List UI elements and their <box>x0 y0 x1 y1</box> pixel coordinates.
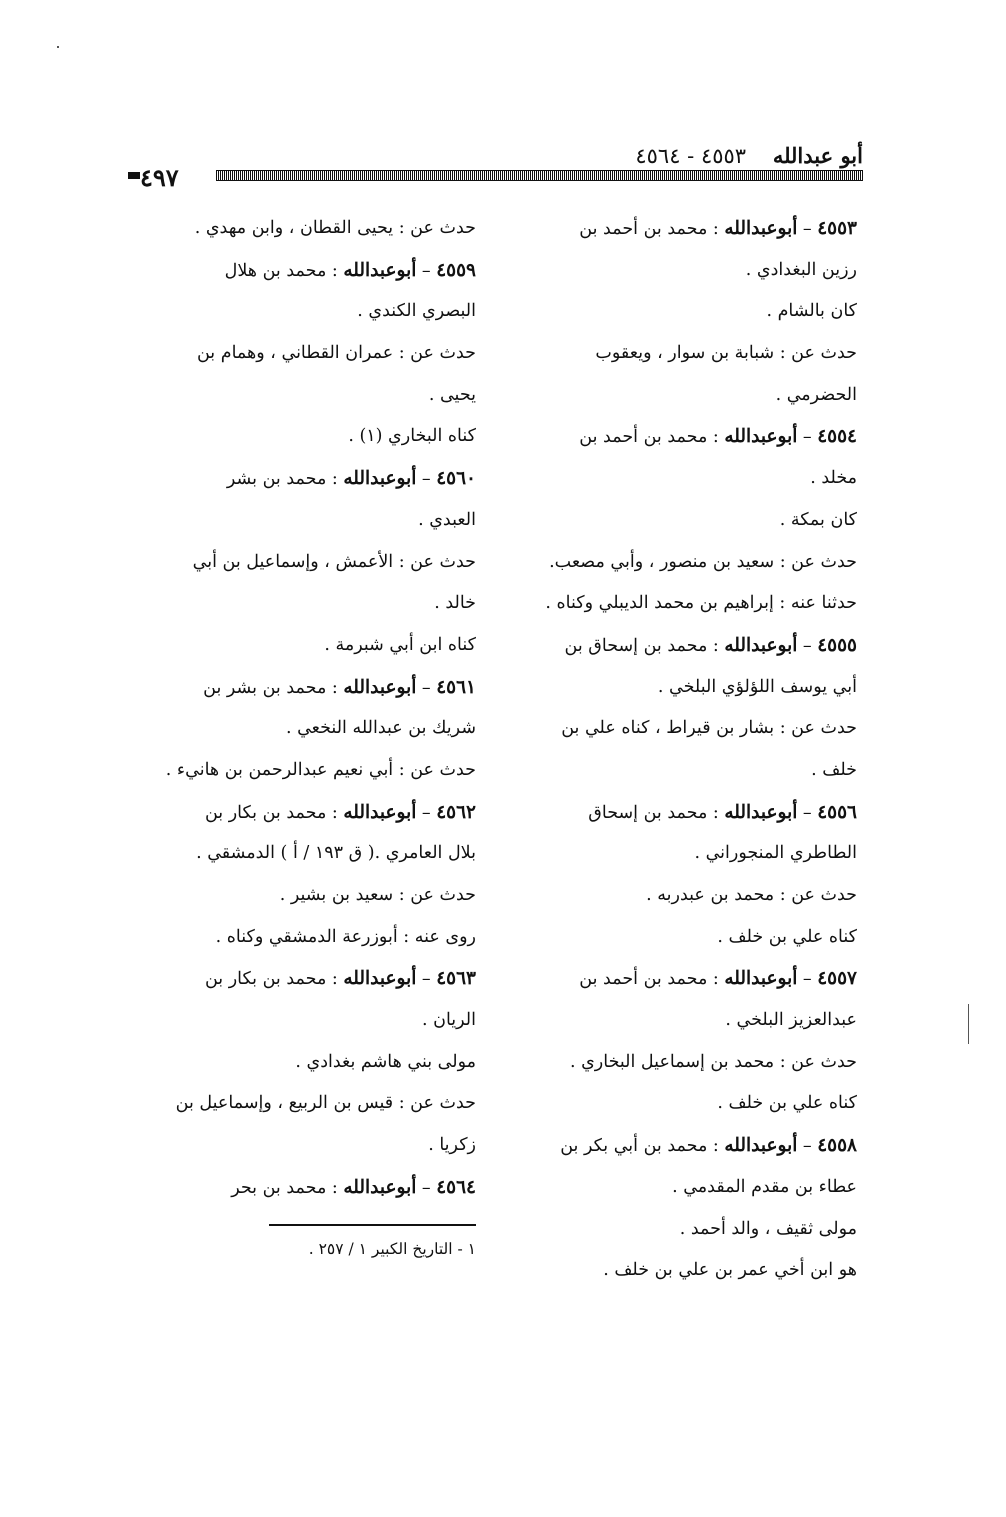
header-rule <box>216 170 863 181</box>
entry-kunya: أبوعبدالله <box>343 968 417 990</box>
entry-kunya: أبوعبدالله <box>343 1176 417 1198</box>
entry-heading-line: ٤٥٥٣ – أبوعبدالله : محمد بن أحمد بن <box>579 218 857 239</box>
text-line: حدث عن : عمران القطاني ، وهمام بن <box>196 343 476 364</box>
text-line: حدث عن : الأعمش ، وإسماعيل بن أبي <box>192 551 476 572</box>
text-line: مولى ثقيف ، والد أحمد . <box>679 1218 857 1239</box>
entry-number: ٤٥٦٢ <box>436 801 476 823</box>
text-line: رزين البغدادي . <box>745 259 857 280</box>
text-line: كناه البخاري (١) . <box>348 426 476 447</box>
entry-number: ٤٥٦٠ <box>436 468 476 490</box>
text-line: الطاطري المنجوراني . <box>694 843 857 864</box>
header-title <box>635 143 863 168</box>
text-line: زكريا . <box>428 1135 476 1156</box>
entry-name-text: محمد بن إسحاق بن <box>564 635 708 656</box>
entry-name-text: محمد بن هلال <box>224 260 327 281</box>
text-line: الحضرمي . <box>775 384 857 405</box>
entry-kunya: أبوعبدالله <box>724 426 798 448</box>
entry-kunya: أبوعبدالله <box>724 634 798 656</box>
page-number: ٤٩٧ <box>140 163 179 192</box>
text-line: البصري الكندي . <box>357 301 476 322</box>
entry-name-text: محمد بن بشر بن <box>203 677 327 698</box>
entry-heading-line: ٤٥٥٦ – أبوعبدالله : محمد بن إسحاق <box>588 801 857 823</box>
text-line: حدث عن : سعيد بن بشير . <box>279 885 476 905</box>
entry-name-text: محمد بن إسحاق <box>588 802 708 823</box>
text-line: عطاء بن مقدم المقدمي . <box>672 1176 857 1197</box>
entry-number: ٤٥٥٣ <box>817 218 857 239</box>
text-line: يحيى . <box>428 384 476 405</box>
text-line: مولى بني هاشم بغدادي . <box>295 1051 476 1072</box>
page-number-rule <box>128 172 140 179</box>
text-line: خالد . <box>434 593 476 614</box>
header-entry-range: ٤٥٥٣ - ٤٥٦٤ <box>635 144 747 168</box>
text-line: كناه علي بن خلف . <box>717 1093 857 1114</box>
scan-speck <box>57 46 59 48</box>
entry-name-text: محمد بن أحمد بن <box>579 219 708 239</box>
entry-heading-line: ٤٥٦٢ – أبوعبدالله : محمد بن بكار بن <box>204 801 476 823</box>
entry-name-text: محمد بن بشر <box>226 469 327 490</box>
text-line: الريان . <box>421 1010 476 1031</box>
text-line: حدث عن : قيس بن الربيع ، وإسماعيل بن <box>175 1093 476 1114</box>
entry-name-text: محمد بن بحر <box>231 1177 327 1198</box>
entry-number: ٤٥٥٥ <box>817 634 857 656</box>
entry-heading-line: ٤٥٥٧ – أبوعبدالله : محمد بن أحمد بن <box>579 968 857 990</box>
entry-kunya: أبوعبدالله <box>343 468 417 490</box>
entry-number: ٤٥٦٤ <box>436 1176 476 1198</box>
entry-heading-line: ٤٥٦٠ – أبوعبدالله : محمد بن بشر <box>226 468 476 490</box>
entry-heading-line: ٤٥٥٥ – أبوعبدالله : محمد بن إسحاق بن <box>564 634 857 656</box>
entry-kunya: أبوعبدالله <box>343 801 417 823</box>
text-line: أبي يوسف اللؤلؤي البلخي . <box>657 676 857 697</box>
entry-name-text: محمد بن بكار بن <box>204 969 327 990</box>
text-line: بلال العامري .( ق ١٩٣ / أ ) الدمشقي . <box>196 843 476 864</box>
entry-heading-line: ٤٥٥٤ – أبوعبدالله : محمد بن أحمد بن <box>579 426 857 448</box>
entry-name-text: محمد بن أبي بكر بن <box>560 1136 708 1157</box>
text-line: كان بالشام . <box>766 301 857 322</box>
entry-number: ٤٥٥٨ <box>817 1135 857 1157</box>
entry-number: ٤٥٥٧ <box>817 968 857 990</box>
entry-kunya: أبوعبدالله <box>343 259 417 281</box>
entry-number: ٤٥٦١ <box>436 676 476 698</box>
entry-heading-line: ٤٥٦٣ – أبوعبدالله : محمد بن بكار بن <box>204 968 476 990</box>
text-line: حدث عن : أبي نعيم عبدالرحمن بن هانيء . <box>165 759 476 780</box>
entry-kunya: أبوعبدالله <box>343 676 417 698</box>
entry-name-text: محمد بن أحمد بن <box>579 427 708 448</box>
entry-kunya: أبوعبدالله <box>724 1135 798 1157</box>
text-line: حدث عن : بشار بن قيراط ، كناه علي بن <box>561 718 857 739</box>
entry-kunya: أبوعبدالله <box>724 801 798 823</box>
text-line: هو ابن أخي عمر بن علي بن خلف . <box>603 1260 857 1281</box>
text-line: كان بمكة . <box>779 509 857 530</box>
footnote: ١ - التاريخ الكبير ١ / ٢٥٧ . <box>308 1240 476 1258</box>
text-line: حدث عن : يحيى القطان ، وابن مهدي . <box>194 218 476 238</box>
footnote-rule <box>269 1224 476 1226</box>
entry-number: ٤٥٥٤ <box>817 426 857 448</box>
entry-name-text: محمد بن بكار بن <box>204 802 327 823</box>
left-column <box>136 208 476 1209</box>
entry-kunya: أبوعبدالله <box>724 968 798 990</box>
text-line: حدثنا عنه : إبراهيم بن محمد الديبلي وكناه . <box>545 593 857 614</box>
text-line: مخلد . <box>810 468 857 489</box>
text-line: شريك بن عبدالله النخعي . <box>285 718 476 739</box>
text-line: العبدي . <box>418 509 476 530</box>
entry-heading-line: ٤٥٥٨ – أبوعبدالله : محمد بن أبي بكر بن <box>560 1135 857 1157</box>
entry-name-text: محمد بن أحمد بن <box>579 969 708 990</box>
text-line: حدث عن : سعيد بن منصور ، وأبي مصعب. <box>549 551 857 572</box>
entry-number: ٤٥٥٩ <box>436 259 476 281</box>
entry-kunya: أبوعبدالله <box>724 218 798 239</box>
entry-heading-line: ٤٥٦١ – أبوعبدالله : محمد بن بشر بن <box>203 676 476 698</box>
text-line: حدث عن : شبابة بن سوار ، ويعقوب <box>595 343 857 364</box>
header-title-name: أبو عبدالله <box>772 143 863 168</box>
text-line: كناه ابن أبي شبرمة . <box>324 634 476 655</box>
entry-number: ٤٥٥٦ <box>817 801 857 823</box>
entry-heading-line: ٤٥٦٤ – أبوعبدالله : محمد بن بحر <box>231 1176 476 1198</box>
text-line: حدث عن : محمد بن إسماعيل البخاري . <box>569 1051 857 1072</box>
text-line: كناه علي بن خلف . <box>717 926 857 947</box>
text-line: عبدالعزيز البلخي . <box>725 1010 857 1031</box>
entry-number: ٤٥٦٣ <box>436 968 476 990</box>
text-line: خلف . <box>811 759 857 780</box>
running-header <box>128 143 863 191</box>
right-column <box>517 208 857 1292</box>
scan-mark <box>968 1004 969 1044</box>
text-line: روى عنه : أبوزرعة الدمشقي وكناه . <box>215 926 476 947</box>
entry-heading-line: ٤٥٥٩ – أبوعبدالله : محمد بن هلال <box>224 259 476 281</box>
text-line: حدث عن : محمد بن عبدربه . <box>646 885 857 905</box>
